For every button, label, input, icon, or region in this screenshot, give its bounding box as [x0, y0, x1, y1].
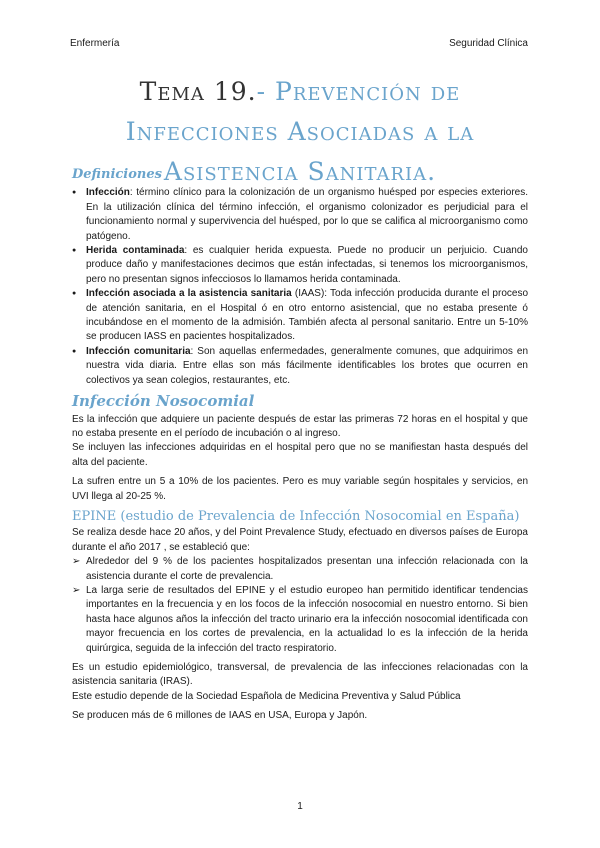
- definition: : término clínico para la colonización de un organismo huésped por especies exteriores. En la utilización clínica del término infección, el organismo colonizador es perjudicial para el funcionamiento normal y supervivencia del huésped, por lo que se califica al microorganismo como patógeno.: [86, 187, 528, 242]
- term: Infección comunitaria: [86, 345, 191, 357]
- definition: (IAAS): Toda infección producida durante el proceso de atención sanitaria, en el Hospital ó en otro entorno asistencial, que no estaba presente ó incubándose en el momento de la admisión. También afecta al personal sanitario. Entre un 5-10% se producen IASS en pacientes hospitalizados.: [86, 288, 529, 343]
- term: Infección: [86, 187, 130, 199]
- definiciones-list: [72, 186, 528, 388]
- list-item: [72, 287, 528, 345]
- epine-paragraph: Es un estudio epidemiológico, transversal, de prevalencia de las infecciones relacionadas con la asistencia sanitaria (IRAS).: [72, 662, 528, 688]
- term: Infección asociada a la asistencia sanitaria: [86, 288, 292, 300]
- list-item: [72, 244, 528, 287]
- nosocomial-paragraph: Se incluyen las infecciones adquiridas en el hospital pero que no se manifiestan hasta después del alta del paciente.: [72, 442, 528, 468]
- title-tema: Tema 19.: [139, 77, 257, 106]
- list-item: ➢ La larga serie de resultados del EPINE y el estudio europeo han permitido identificar tendencias importantes en la frecuencia y en los focos de la infección nosocomial en nuestro entorno. Si bien hasta hace algunos años la infección del tracto urinario era la infección nosocomial identificada con mayor frecuencia en los cortes de prevalencia, en la actualidad lo es la infección de la herida quirúrgica, seguida de la infección del tracto respiratorio.: [72, 584, 528, 656]
- document-body: [72, 168, 528, 724]
- definiciones-heading: Definiciones: [72, 167, 162, 182]
- epine-list: [72, 555, 528, 656]
- epine-paragraph: Este estudio depende de la Sociedad Española de Medicina Preventiva y Salud Pública: [72, 690, 461, 702]
- list-item: [72, 345, 528, 388]
- definition: : es cualquier herida expuesta. Puede no producir un perjuicio. Cuando produce daño y manifestaciones decimos que están infectadas, si tenemos los microorganismos, pero no presentan signos infecciosos lo llamamos herida contaminada.: [86, 245, 528, 285]
- nosocomial-paragraph: La sufren entre un 5 a 10% de los pacientes. Pero es muy variable según hospitales y servicios, en UVI llega al 20-25 %.: [72, 476, 528, 502]
- header-right: Seguridad Clínica: [449, 38, 528, 49]
- epine-intro: Se realiza desde hace 20 años, y del Point Prevalence Study, efectuado en diversos países de Europa durante el año 2017 , se estableció que:: [72, 527, 528, 553]
- title-rest-line2: Asistencia Sanitaria.: [163, 157, 437, 186]
- epine-paragraph: Se producen más de 6 millones de IAAS en USA, Europa y Japón.: [72, 710, 368, 722]
- header-left: Enfermería: [70, 38, 120, 49]
- page-number: 1: [297, 801, 303, 812]
- nosocomial-paragraph: Es la infección que adquiere un paciente después de estar las primeras 72 horas en el hospital y que no estaba presente en el período de incubación o al ingreso.: [72, 413, 528, 439]
- definition: : Son aquellas enfermedades, generalmente comunes, que adquirimos en nuestra vida diaria. Entre ellas son más fácilmente identificables los brotes que ocurren en colectivos ya sean colegios, restaurantes, etc.: [86, 345, 529, 386]
- term: Herida contaminada: [86, 245, 185, 257]
- list-item: ➢ Alrededor del 9 % de los pacientes hospitalizados presentan una infección relacionada con la asistencia durante el corte de prevalencia.: [72, 555, 528, 584]
- title-rest-line1: - Prevención de Infecciones Asociadas a la: [125, 77, 475, 146]
- epine-heading: EPINE (estudio de Prevalencia de Infección Nosocomial en España): [72, 508, 520, 524]
- list-item: [72, 186, 528, 244]
- nosocomial-heading: Infección Nosocomial: [72, 392, 255, 411]
